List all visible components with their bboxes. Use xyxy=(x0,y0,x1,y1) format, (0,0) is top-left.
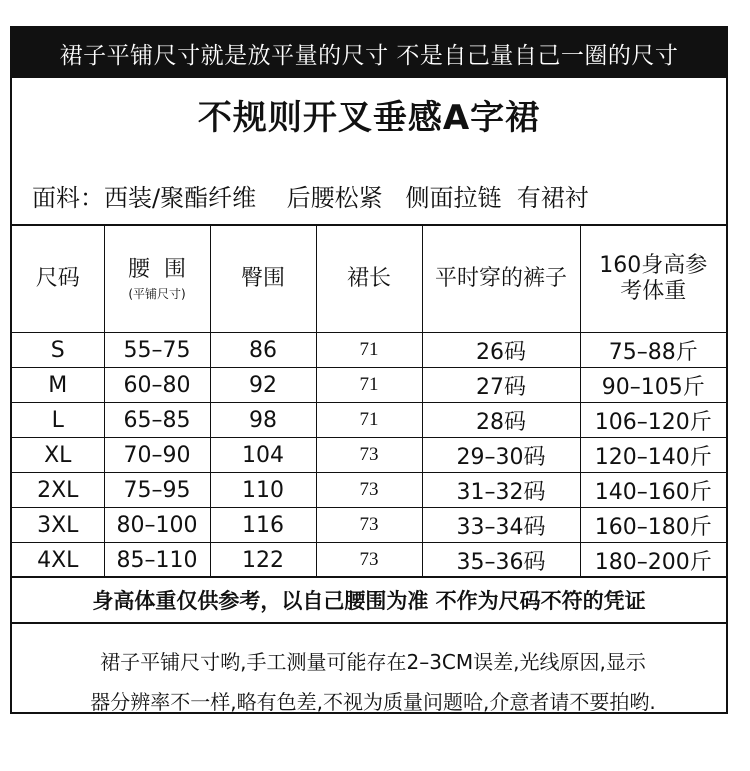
table-row xyxy=(12,508,726,543)
pants-size-cell: 33–34码 xyxy=(422,508,580,543)
size-cell: 3XL xyxy=(12,508,104,543)
size-table xyxy=(12,226,726,578)
size-cell: M xyxy=(12,368,104,403)
pants-size-cell: 29–30码 xyxy=(422,438,580,473)
weight-cell: 180–200斤 xyxy=(580,543,726,578)
hip-cell: 92 xyxy=(210,368,316,403)
table-row xyxy=(12,473,726,508)
waist-cell: 80–100 xyxy=(104,508,210,543)
size-chart-frame xyxy=(10,26,728,714)
pants-size-cell: 27码 xyxy=(422,368,580,403)
column-header-waist: 腰 围 (平铺尺寸) xyxy=(104,226,210,333)
size-cell: S xyxy=(12,333,104,368)
waist-cell: 75–95 xyxy=(104,473,210,508)
waist-note: (平铺尺寸) xyxy=(128,287,186,301)
waist-cell: 70–90 xyxy=(104,438,210,473)
skirt-length-cell: 71 xyxy=(316,368,422,403)
hip-cell: 98 xyxy=(210,403,316,438)
column-header-hip: 臀围 xyxy=(210,226,316,333)
size-cell: XL xyxy=(12,438,104,473)
weight-cell: 120–140斤 xyxy=(580,438,726,473)
top-banner xyxy=(12,28,726,78)
skirt-length-cell: 73 xyxy=(316,543,422,578)
skirt-length-cell: 71 xyxy=(316,403,422,438)
skirt-length-cell: 73 xyxy=(316,438,422,473)
column-header-pants-size: 平时穿的裤子 xyxy=(422,226,580,333)
weight-cell: 160–180斤 xyxy=(580,508,726,543)
product-title: 不规则开叉垂感A字裙 xyxy=(197,98,541,138)
size-cell: 2XL xyxy=(12,473,104,508)
waist-cell: 65–85 xyxy=(104,403,210,438)
skirt-length-cell: 73 xyxy=(316,473,422,508)
fabric-details: 面料：西装/聚酯纤维 后腰松紧 侧面拉链 有裙衬 xyxy=(32,184,589,212)
reference-note-text: 身高体重仅供参考，以自己腰围为准 不作为尺码不符的凭证 xyxy=(92,588,646,613)
banner-text: 裙子平铺尺寸就是放平量的尺寸 不是自己量自己一圈的尺寸 xyxy=(59,42,679,69)
weight-cell: 140–160斤 xyxy=(580,473,726,508)
pants-size-cell: 31–32码 xyxy=(422,473,580,508)
disclaimer-line-1: 裙子平铺尺寸哟,手工测量可能存在2–3CM误差,光线原因,显示 xyxy=(100,650,646,674)
waist-cell: 55–75 xyxy=(104,333,210,368)
weight-cell: 75–88斤 xyxy=(580,333,726,368)
weight-cell: 106–120斤 xyxy=(580,403,726,438)
column-header-skirt-length: 裙长 xyxy=(316,226,422,333)
hip-cell: 110 xyxy=(210,473,316,508)
reference-note xyxy=(12,576,726,624)
column-header-size: 尺码 xyxy=(12,226,104,333)
column-header-weight: 160身高参考体重 xyxy=(580,226,726,333)
measurement-disclaimer xyxy=(28,642,718,714)
hip-cell: 104 xyxy=(210,438,316,473)
table-row xyxy=(12,543,726,578)
pants-size-cell: 28码 xyxy=(422,403,580,438)
size-cell: 4XL xyxy=(12,543,104,578)
table-header-row xyxy=(12,226,726,333)
table-row xyxy=(12,333,726,368)
skirt-length-cell: 73 xyxy=(316,508,422,543)
table-row xyxy=(12,368,726,403)
disclaimer-line-2: 器分辨率不一样,略有色差,不视为质量问题哈,介意者请不要拍哟. xyxy=(90,690,656,714)
weight-cell: 90–105斤 xyxy=(580,368,726,403)
pants-size-cell: 26码 xyxy=(422,333,580,368)
hip-cell: 116 xyxy=(210,508,316,543)
waist-cell: 85–110 xyxy=(104,543,210,578)
product-header xyxy=(12,78,726,226)
size-cell: L xyxy=(12,403,104,438)
skirt-length-cell: 71 xyxy=(316,333,422,368)
hip-cell: 86 xyxy=(210,333,316,368)
waist-cell: 60–80 xyxy=(104,368,210,403)
hip-cell: 122 xyxy=(210,543,316,578)
table-row xyxy=(12,438,726,473)
pants-size-cell: 35–36码 xyxy=(422,543,580,578)
table-row xyxy=(12,403,726,438)
